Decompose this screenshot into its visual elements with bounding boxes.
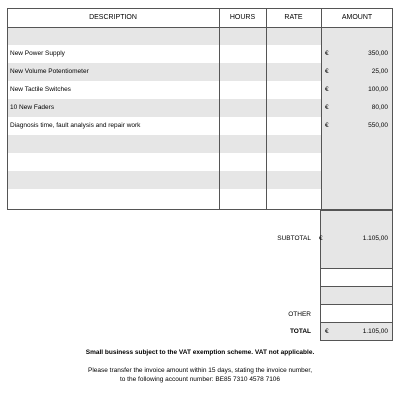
total-label: TOTAL <box>289 328 311 335</box>
line-item <box>7 81 393 99</box>
line-item <box>7 45 393 63</box>
header-amount: AMOUNT <box>341 14 373 21</box>
subtotal-value: 1.105,00 <box>362 235 388 242</box>
item-amount: 550,00 <box>368 122 388 129</box>
item-description: New Volume Potentiometer <box>10 68 89 75</box>
item-description: Diagnosis time, fault analysis and repair work <box>10 122 141 129</box>
item-currency: € <box>325 68 329 75</box>
subtotal-label: SUBTOTAL <box>277 235 311 242</box>
total-value: 1.105,00 <box>362 328 388 335</box>
item-amount: 25,00 <box>371 68 388 75</box>
line-item <box>7 63 393 81</box>
total-box <box>320 322 393 341</box>
line-item <box>7 117 393 135</box>
blank-box <box>320 268 393 287</box>
item-amount: 80,00 <box>371 104 388 111</box>
item-description: New Power Supply <box>10 50 65 57</box>
header-hours: HOURS <box>229 14 256 21</box>
other-label: OTHER <box>288 311 311 318</box>
payment-line: Please transfer the invoice amount within 15 days, stating the invoice number, <box>87 367 312 374</box>
header-description: DESCRIPTION <box>89 14 137 21</box>
item-description: 10 New Faders <box>10 104 55 111</box>
subtotal-box <box>320 210 393 269</box>
payment-line: to the following account number: BE85 7310 4578 7106 <box>119 376 281 383</box>
other-box <box>320 304 393 323</box>
item-description: New Tactile Switches <box>10 86 71 93</box>
item-amount: 350,00 <box>368 50 388 57</box>
vat-note: Small business subject to the VAT exemption scheme. VAT not applicable. <box>85 349 315 356</box>
payment-instructions <box>0 366 400 384</box>
item-currency: € <box>325 86 329 93</box>
total-currency: € <box>325 328 329 335</box>
invoice-table <box>7 8 393 210</box>
blank-box <box>320 286 393 305</box>
item-currency: € <box>325 104 329 111</box>
item-currency: € <box>325 122 329 129</box>
subtotal-currency: € <box>319 235 323 242</box>
line-item <box>7 99 393 117</box>
totals-section <box>320 210 393 343</box>
item-amount: 100,00 <box>368 86 388 93</box>
header-rate: RATE <box>284 14 303 21</box>
item-currency: € <box>325 50 329 57</box>
